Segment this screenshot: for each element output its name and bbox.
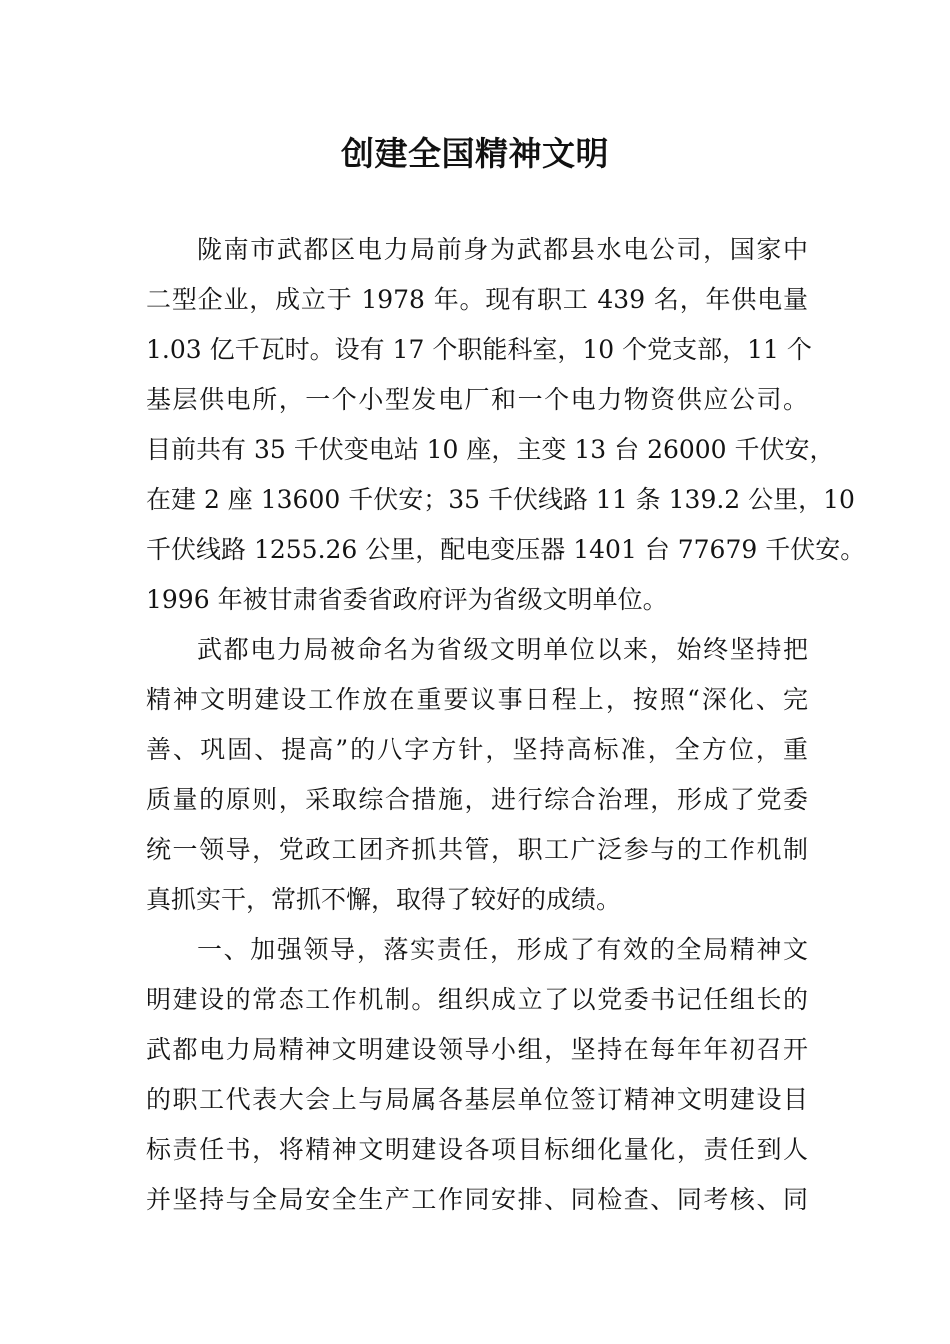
text-line: 千伏线路 1255.26 公里，配电变压器 1401 台 77679 千伏安。 (146, 535, 866, 564)
paragraph-2 (146, 625, 808, 925)
text-line: 1.03 亿千瓦时。设有 17 个职能科室，10 个党支部，11 个 (146, 335, 812, 364)
text-line: 陇南市武都区电力局前身为武都县水电公司，国家中 (197, 235, 808, 264)
text-line: 明建设的常态工作机制。组织成立了以党委书记任组长的 (146, 985, 808, 1014)
text-line: 质量的原则，采取综合措施，进行综合治理，形成了党委 (146, 785, 808, 814)
document-body (146, 225, 866, 1225)
paragraph-3 (146, 925, 808, 1225)
text-line: 目前共有 35 千伏变电站 10 座，主变 13 台 26000 千伏安， (146, 435, 835, 464)
text-line: 一、加强领导，落实责任，形成了有效的全局精神文 (197, 935, 808, 964)
text-line: 武都电力局精神文明建设领导小组，坚持在每年年初召开 (146, 1035, 808, 1064)
text-line: 二型企业，成立于 1978 年。现有职工 439 名，年供电量 (146, 285, 808, 314)
text-line: 1996 年被甘肃省委省政府评为省级文明单位。 (146, 585, 668, 614)
text-line: 标责任书，将精神文明建设各项目标细化量化，责任到人 (146, 1135, 808, 1164)
text-line: 真抓实干，常抓不懈，取得了较好的成绩。 (146, 885, 622, 914)
text-line: 善、巩固、提高”的八字方针，坚持高标准，全方位，重 (146, 735, 808, 764)
paragraph-1 (146, 225, 866, 625)
text-line: 统一领导，党政工团齐抓共管，职工广泛参与的工作机制 (146, 835, 808, 864)
text-line: 并坚持与全局安全生产工作同安排、同检查、同考核、同 (146, 1185, 808, 1214)
text-line: 在建 2 座 13600 千伏安；35 千伏线路 11 条 139.2 公里，10 (146, 485, 855, 514)
text-line: 精神文明建设工作放在重要议事日程上，按照“深化、完 (146, 685, 808, 714)
text-line: 武都电力局被命名为省级文明单位以来，始终坚持把 (197, 635, 808, 664)
text-line: 的职工代表大会上与局属各基层单位签订精神文明建设目 (146, 1085, 808, 1114)
text-line: 基层供电所，一个小型发电厂和一个电力物资供应公司。 (146, 385, 808, 414)
document-title: 创建全国精神文明 (341, 134, 609, 173)
